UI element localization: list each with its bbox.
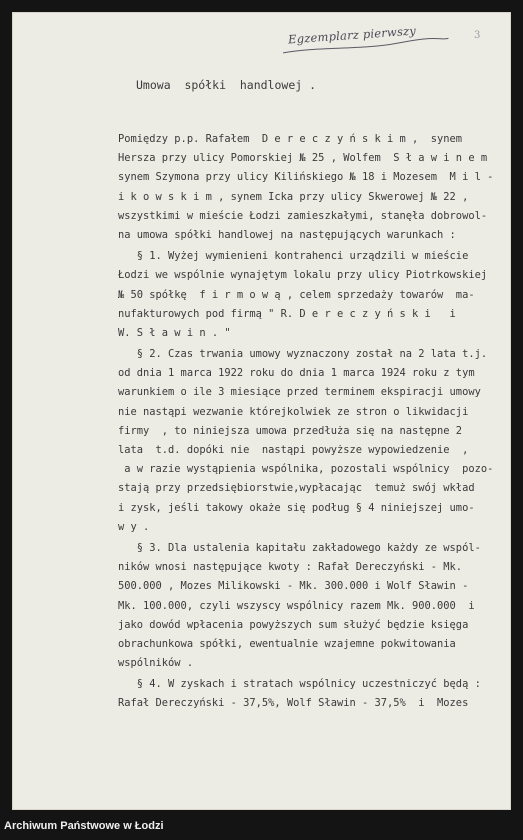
text-line: w y . bbox=[118, 520, 150, 533]
handwritten-note-text: Egzemplarz pierwszy bbox=[287, 23, 417, 47]
text-line: ników wnosi następujące kwoty : Rafał Dereczyński - Mk. bbox=[118, 561, 463, 574]
text-line: i zysk, jeśli takowy okaże się podług § 4 niniejszej umo- bbox=[118, 501, 475, 514]
text-line: i k o w s k i m , synem Icka przy ulicy Skwerowej № 22 , bbox=[118, 190, 469, 203]
text-line: § 3. Dla ustalenia kapitału zakładowego każdy ze wspól- bbox=[118, 541, 481, 554]
page-number: 3 bbox=[474, 30, 481, 41]
text-line: wspólników . bbox=[118, 657, 194, 670]
text-line: nufakturowych pod firmą " R. D e r e c z y ń s k i i bbox=[118, 307, 456, 320]
text-line: 500.000 , Mozes Milikowski - Mk. 300.000 i Wolf Sławin - bbox=[118, 580, 469, 593]
handwritten-note bbox=[288, 24, 417, 47]
text-line: synem Szymona przy ulicy Kilińskiego № 18 i Mozesem M i l - bbox=[118, 171, 494, 184]
text-line: jako dowód wpłacenia powyższych sum służyć będzie księga bbox=[118, 618, 469, 631]
text-line: od dnia 1 marca 1922 roku do dnia 1 marca 1924 roku z tym bbox=[118, 367, 475, 380]
text-line: Hersza przy ulicy Pomorskiej № 25 , Wolfem S ł a w i n e m bbox=[118, 152, 488, 165]
text-line: Łodzi we wspólnie wynajętym lokalu przy ulicy Piotrkowskiej bbox=[118, 269, 488, 282]
archive-label: Archiwum Państwowe w Łodzi bbox=[4, 820, 164, 832]
text-line: firmy , to niniejsza umowa przedłuża się na następne 2 bbox=[118, 424, 463, 437]
text-line: № 50 spółkę f i r m o w ą , celem sprzedaży towarów ma- bbox=[118, 288, 475, 301]
text-line: wszystkimi w mieście Łodzi zamieszkałymi, stanęła dobrowol- bbox=[118, 209, 488, 222]
text-line: § 4. W zyskach i stratach wspólnicy uczestniczyć będą : bbox=[118, 678, 481, 691]
text-line: W. S ł a w i n . " bbox=[118, 326, 231, 339]
document-title: Umowa spółki handlowej . bbox=[136, 78, 317, 92]
document-page bbox=[12, 12, 511, 810]
text-line: lata t.d. dopóki nie nastąpi powyższe wypowiedzenie , bbox=[118, 444, 469, 456]
text-line: warunkiem o ile 3 miesiące przed terminem ekspiracji umowy bbox=[118, 386, 481, 399]
text-line: na umowa spółki handlowej na następujących warunkach : bbox=[118, 228, 456, 241]
text-line: Rafał Dereczyński - 37,5%, Wolf Sławin - 37,5% i Mozes bbox=[118, 697, 469, 710]
text-line: Mk. 100.000, czyli wszyscy wspólnicy razem Mk. 900.000 i bbox=[118, 599, 475, 612]
contract-body bbox=[118, 130, 506, 714]
text-line: Pomiędzy p.p. Rafałem D e r e c z y ń s k i m , synem bbox=[118, 133, 463, 145]
text-line: nie nastąpi wezwanie którejkolwiek ze stron o likwidacji bbox=[118, 405, 469, 418]
text-line: § 2. Czas trwania umowy wyznaczony został na 2 lata t.j. bbox=[118, 348, 488, 361]
text-line: a w razie wystąpienia wspólnika, pozostali wspólnicy pozo- bbox=[118, 463, 494, 476]
text-line: § 1. Wyżej wymienieni kontrahenci urządzili w mieście bbox=[118, 250, 469, 263]
text-line: stają przy przedsiębiorstwie,wypłacając temuż swój wkład bbox=[118, 482, 475, 495]
text-line: obrachunkowa spółki, ewentualnie wzajemne pokwitowania bbox=[118, 637, 456, 650]
